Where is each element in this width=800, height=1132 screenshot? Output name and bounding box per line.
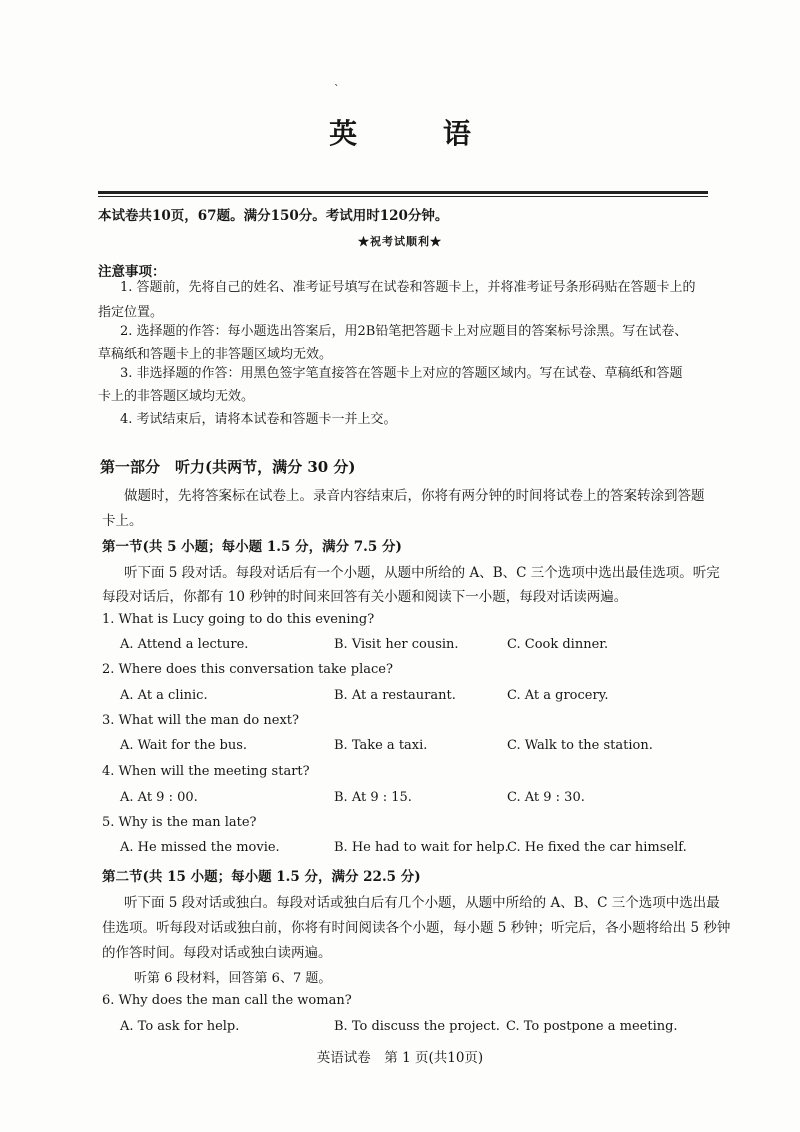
option-a: A. He missed the movie. [120,840,280,855]
section1-instructions: 听下面 5 段对话。每段对话后有一个小题，从题中所给的 A、B、C 三个选项中选出最佳选项。听完 [124,565,720,581]
section2-instructions: 的作答时间。每段对话或独白读两遍。 [102,945,332,961]
option-a: A. At 9 : 00. [120,790,198,805]
option-b: B. Visit her cousin. [334,637,459,652]
note-line: 2. 选择题的作答：每小题选出答案后，用2B铅笔把答题卡上对应题目的答案标号涂黑。写在试卷、 [120,324,688,339]
question-stem: 3. What will the man do next? [102,713,299,728]
note-line: 4. 考试结束后，请将本试卷和答题卡一并上交。 [120,412,397,427]
question-stem: 2. Where does this conversation take place? [102,662,393,677]
question-stem: 6. Why does the man call the woman? [102,993,352,1008]
part1-intro: 做题时，先将答案标在试卷上。录音内容结束后，你将有两分钟的时间将试卷上的答案转涂到答题 [124,488,705,504]
question-stem: 4. When will the meeting start? [102,764,310,779]
page-title: 英 语 [329,117,509,150]
option-c: C. To postpone a meeting. [506,1019,678,1034]
exam-info: 本试卷共10页，67题。满分150分。考试用时120分钟。 [98,208,449,224]
note-line: 指定位置。 [98,305,164,320]
option-a: A. To ask for help. [120,1019,240,1034]
option-c: C. Cook dinner. [507,637,609,652]
option-a: A. Attend a lecture. [120,637,249,652]
header-rule-thick [98,191,708,194]
option-c: C. At a grocery. [507,688,609,703]
option-b: B. To discuss the project. [334,1019,500,1034]
option-a: A. At a clinic. [120,688,208,703]
question-stem: 1. What is Lucy going to do this evening? [102,612,375,627]
material-note: 听第 6 段材料，回答第 6、7 题。 [134,971,332,986]
section2-title: 第二节(共 15 小题；每小题 1.5 分，满分 22.5 分) [102,869,421,885]
stray-mark: ` [334,83,340,96]
option-a: A. Wait for the bus. [120,738,248,753]
option-b: B. At 9 : 15. [334,790,412,805]
note-line: 3. 非选择题的作答：用黑色签字笔直接答在答题卡上对应的答题区域内。写在试卷、草稿纸和答题 [120,366,683,381]
option-c: C. Walk to the station. [507,738,653,753]
good-luck-banner: ★祝考试顺利★ [358,235,442,248]
section2-instructions: 听下面 5 段对话或独白。每段对话或独白后有几个小题，从题中所给的 A、B、C 三个选项中选出最 [124,895,720,911]
notes-heading: 注意事项： [98,264,166,280]
header-rule-thin [98,196,708,197]
option-b: B. Take a taxi. [334,738,428,753]
note-line: 草稿纸和答题卡上的非答题区域均无效。 [98,347,333,362]
section1-title: 第一节(共 5 小题；每小题 1.5 分，满分 7.5 分) [102,539,402,555]
note-line: 1. 答题前，先将自己的姓名、准考证号填写在试卷和答题卡上，并将准考证号条形码贴在答题卡上的 [120,280,696,295]
option-b: B. At a restaurant. [334,688,456,703]
part1-intro: 卡上。 [102,513,143,529]
note-line: 卡上的非答题区域均无效。 [98,389,255,404]
option-b: B. He had to wait for help. [334,840,509,855]
part1-title: 第一部分 听力(共两节，满分 30 分) [100,458,356,476]
section2-instructions: 佳选项。听每段对话或独白前，你将有时间阅读各个小题，每小题 5 秒钟；听完后，各小题将给出 5 秒钟 [102,920,731,936]
option-c: C. He fixed the car himself. [507,840,687,855]
question-stem: 5. Why is the man late? [102,815,257,830]
section1-instructions: 每段对话后，你都有 10 秒钟的时间来回答有关小题和阅读下一小题，每段对话读两遍。 [102,589,628,605]
option-c: C. At 9 : 30. [507,790,585,805]
page-footer: 英语试卷 第 1 页(共10页) [316,1050,484,1066]
